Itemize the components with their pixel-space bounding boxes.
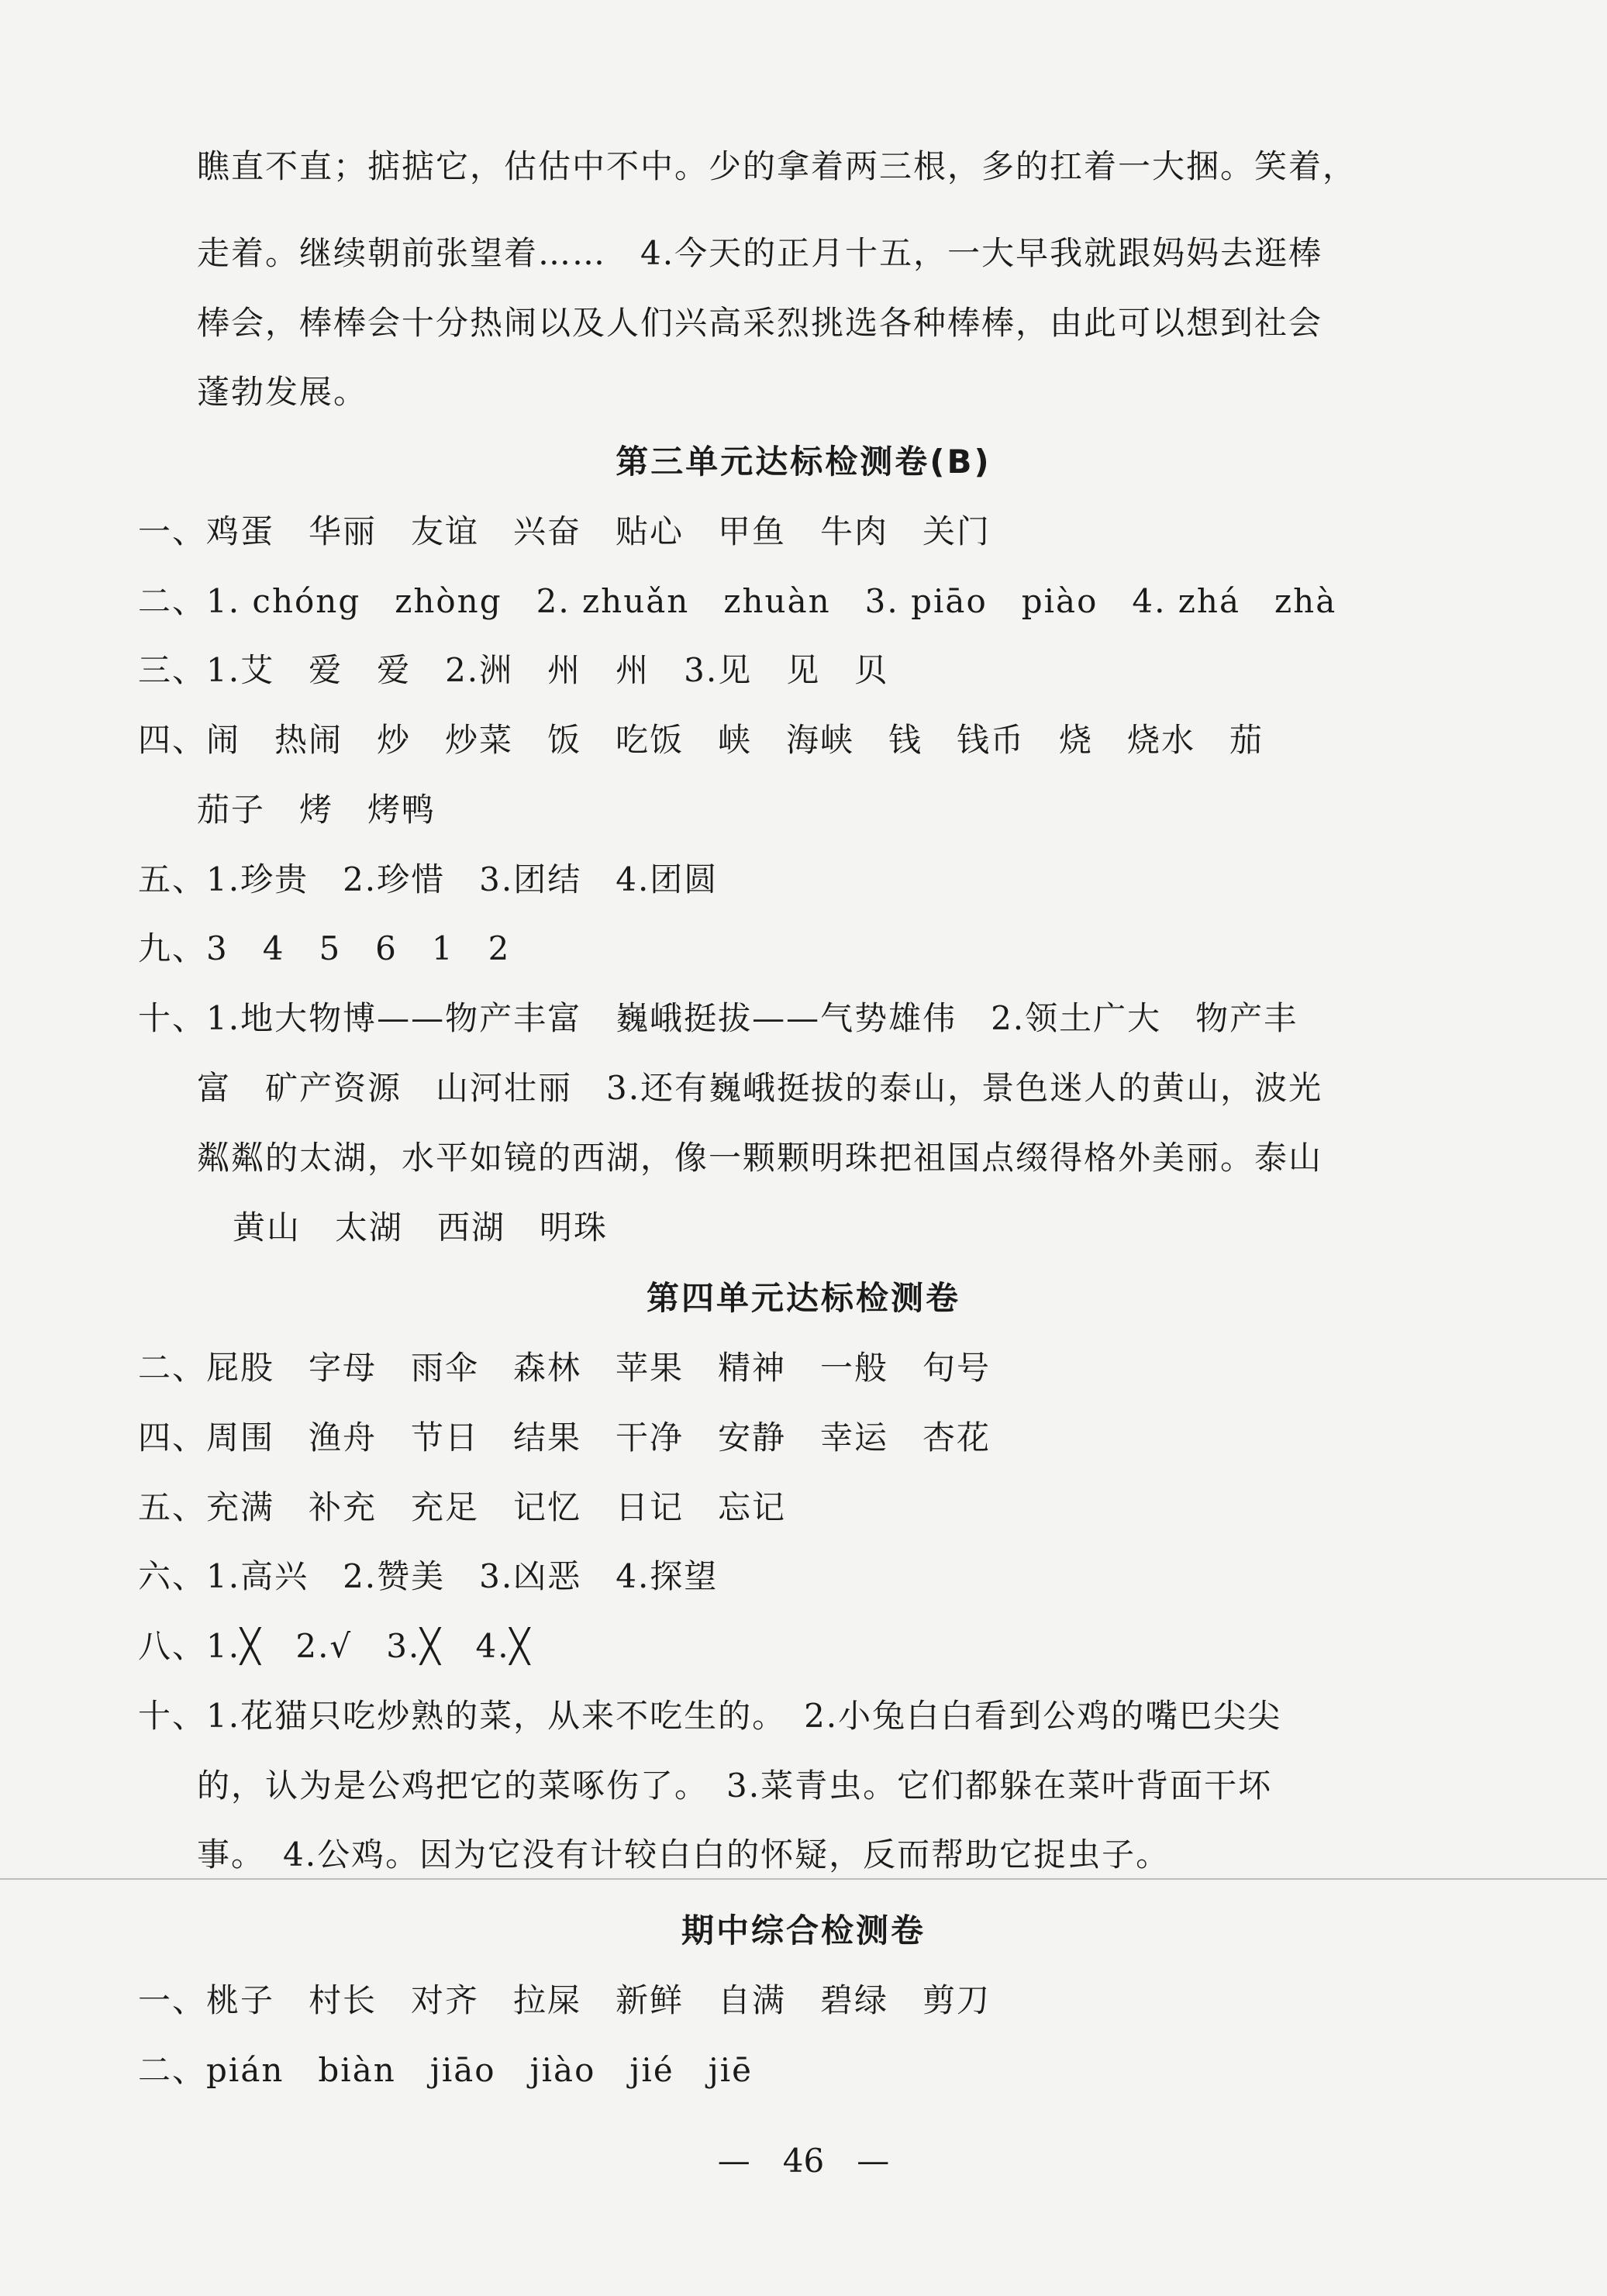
text-line: 棒会，棒棒会十分热闹以及人们兴高采烈挑选各种棒棒，由此可以想到社会: [197, 304, 1323, 342]
text-line: 四、闹 热闹 炒 炒菜 饭 吃饭 峡 海峡 钱 钱币 烧 烧水 茄: [138, 721, 1264, 759]
text-line: 二、屁股 字母 雨伞 森林 苹果 精神 一般 句号: [138, 1349, 991, 1387]
text-line: 茄子 烤 烤鸭: [197, 791, 436, 829]
text-line: 富 矿产资源 山河壮丽 3.还有巍峨挺拔的泰山，景色迷人的黄山，波光: [197, 1069, 1323, 1107]
text-line: 的，认为是公鸡把它的菜啄伤了。 3.菜青虫。它们都躲在菜叶背面干坏: [197, 1767, 1273, 1805]
text-line: 五、1.珍贵 2.珍惜 3.团结 4.团圆: [138, 860, 719, 898]
text-line: 八、1.╳ 2.√ 3.╳ 4.╳: [138, 1627, 531, 1665]
text-line: 二、pián biàn jiāo jiào jié jiē: [138, 2051, 753, 2089]
section-heading: 第三单元达标检测卷(B): [616, 443, 991, 481]
text-line: 一、鸡蛋 华丽 友谊 兴奋 贴心 甲鱼 牛肉 关门: [138, 512, 991, 550]
text-line: 三、1.艾 爱 爱 2.洲 州 州 3.见 见 贝: [138, 651, 889, 689]
text-line: 瞧直不直；掂掂它，估估中不中。少的拿着两三根，多的扛着一大捆。笑着，: [197, 147, 1357, 185]
text-line: 粼粼的太湖，水平如镜的西湖，像一颗颗明珠把祖国点缀得格外美丽。泰山: [197, 1139, 1323, 1177]
text-line: 五、充满 补充 充足 记忆 日记 忘记: [138, 1488, 787, 1526]
text-line: 四、周围 渔舟 节日 结果 干净 安静 幸运 杏花: [138, 1419, 991, 1457]
section-heading: 期中综合检测卷: [681, 1912, 926, 1950]
text-line: 走着。继续朝前张望着…… 4.今天的正月十五，一大早我就跟妈妈去逛棒: [197, 234, 1323, 272]
text-line: 黄山 太湖 西湖 明珠: [233, 1208, 609, 1246]
text-line: 六、1.高兴 2.赞美 3.凶恶 4.探望: [138, 1557, 719, 1595]
text-line: 事。 4.公鸡。因为它没有计较白白的怀疑，反而帮助它捉虫子。: [197, 1836, 1171, 1874]
section-heading: 第四单元达标检测卷: [646, 1279, 960, 1317]
horizontal-divider: [0, 1878, 1607, 1880]
page-number: — 46 —: [717, 2142, 890, 2180]
text-line: 十、1.地大物博——物产丰富 巍峨挺拔——气势雄伟 2.领土广大 物产丰: [138, 999, 1298, 1037]
text-line: 一、桃子 村长 对齐 拉屎 新鲜 自满 碧绿 剪刀: [138, 1981, 991, 2019]
text-line: 十、1.花猫只吃炒熟的菜，从来不吃生的。 2.小兔白白看到公鸡的嘴巴尖尖: [138, 1697, 1282, 1735]
text-line: 蓬勃发展。: [197, 373, 368, 411]
text-line: 九、3 4 5 6 1 2: [138, 929, 511, 967]
text-line: 二、1. chóng zhòng 2. zhuǎn zhuàn 3. piāo piào 4. zhá zhà: [138, 582, 1337, 620]
